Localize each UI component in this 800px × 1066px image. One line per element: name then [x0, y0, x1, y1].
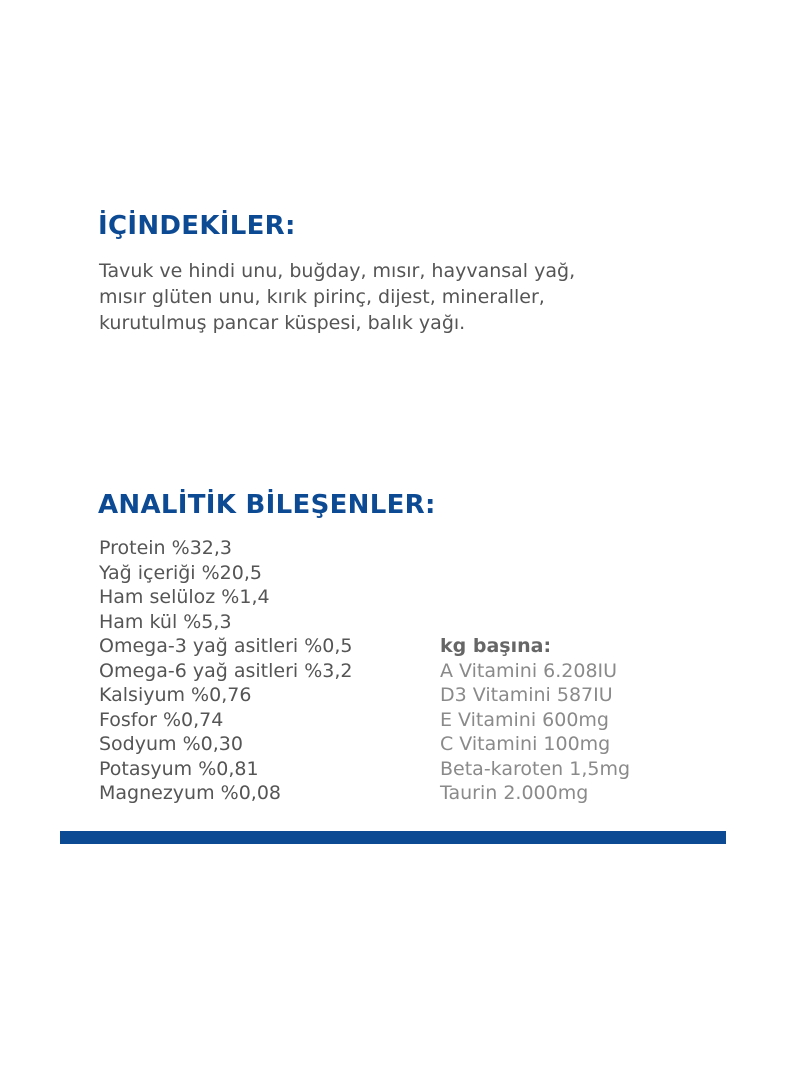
- analytic-components-title: ANALİTİK BİLEŞENLER:: [98, 490, 436, 520]
- analytic-item: Protein %32,3: [99, 537, 232, 559]
- analytic-item: Fosfor %0,74: [99, 708, 224, 731]
- vitamin-item: Beta-karoten 1,5mg: [440, 757, 631, 780]
- analytic-item: Potasyum %0,81: [99, 757, 259, 780]
- ingredients-title: İÇİNDEKİLER:: [98, 211, 296, 241]
- ingredients-line: kurutulmuş pancar küspesi, balık yağı.: [99, 312, 466, 334]
- analytic-item: Omega-3 yağ asitleri %0,5: [99, 635, 353, 657]
- vitamin-item: E Vitamini 600mg: [440, 708, 609, 731]
- vitamin-item: C Vitamini 100mg: [440, 733, 611, 755]
- ingredients-text: [99, 258, 739, 336]
- analytic-item: Omega-6 yağ asitleri %3,2: [99, 659, 353, 682]
- analytic-item: Sodyum %0,30: [99, 733, 243, 755]
- ingredients-line: mısır glüten unu, kırık pirinç, dijest, mineraller,: [99, 286, 545, 308]
- analytic-item: Ham kül %5,3: [99, 610, 232, 633]
- vitamin-item: D3 Vitamini 587IU: [440, 684, 613, 706]
- vitamin-item: A Vitamini 6.208IU: [440, 659, 618, 682]
- analytic-components-list: [99, 536, 352, 806]
- vitamins-block: [440, 634, 630, 806]
- analytic-item: Yağ içeriği %20,5: [99, 561, 262, 584]
- bottom-divider-bar: [60, 831, 726, 844]
- ingredients-line: Tavuk ve hindi unu, buğday, mısır, hayvansal yağ,: [99, 260, 576, 282]
- analytic-item: Ham selüloz %1,4: [99, 586, 270, 608]
- vitamins-list: [440, 659, 630, 806]
- vitamin-item: Taurin 2.000mg: [440, 782, 589, 804]
- per-kg-heading: kg başına:: [440, 635, 552, 657]
- analytic-item: Magnezyum %0,08: [99, 782, 281, 804]
- analytic-item: Kalsiyum %0,76: [99, 684, 252, 706]
